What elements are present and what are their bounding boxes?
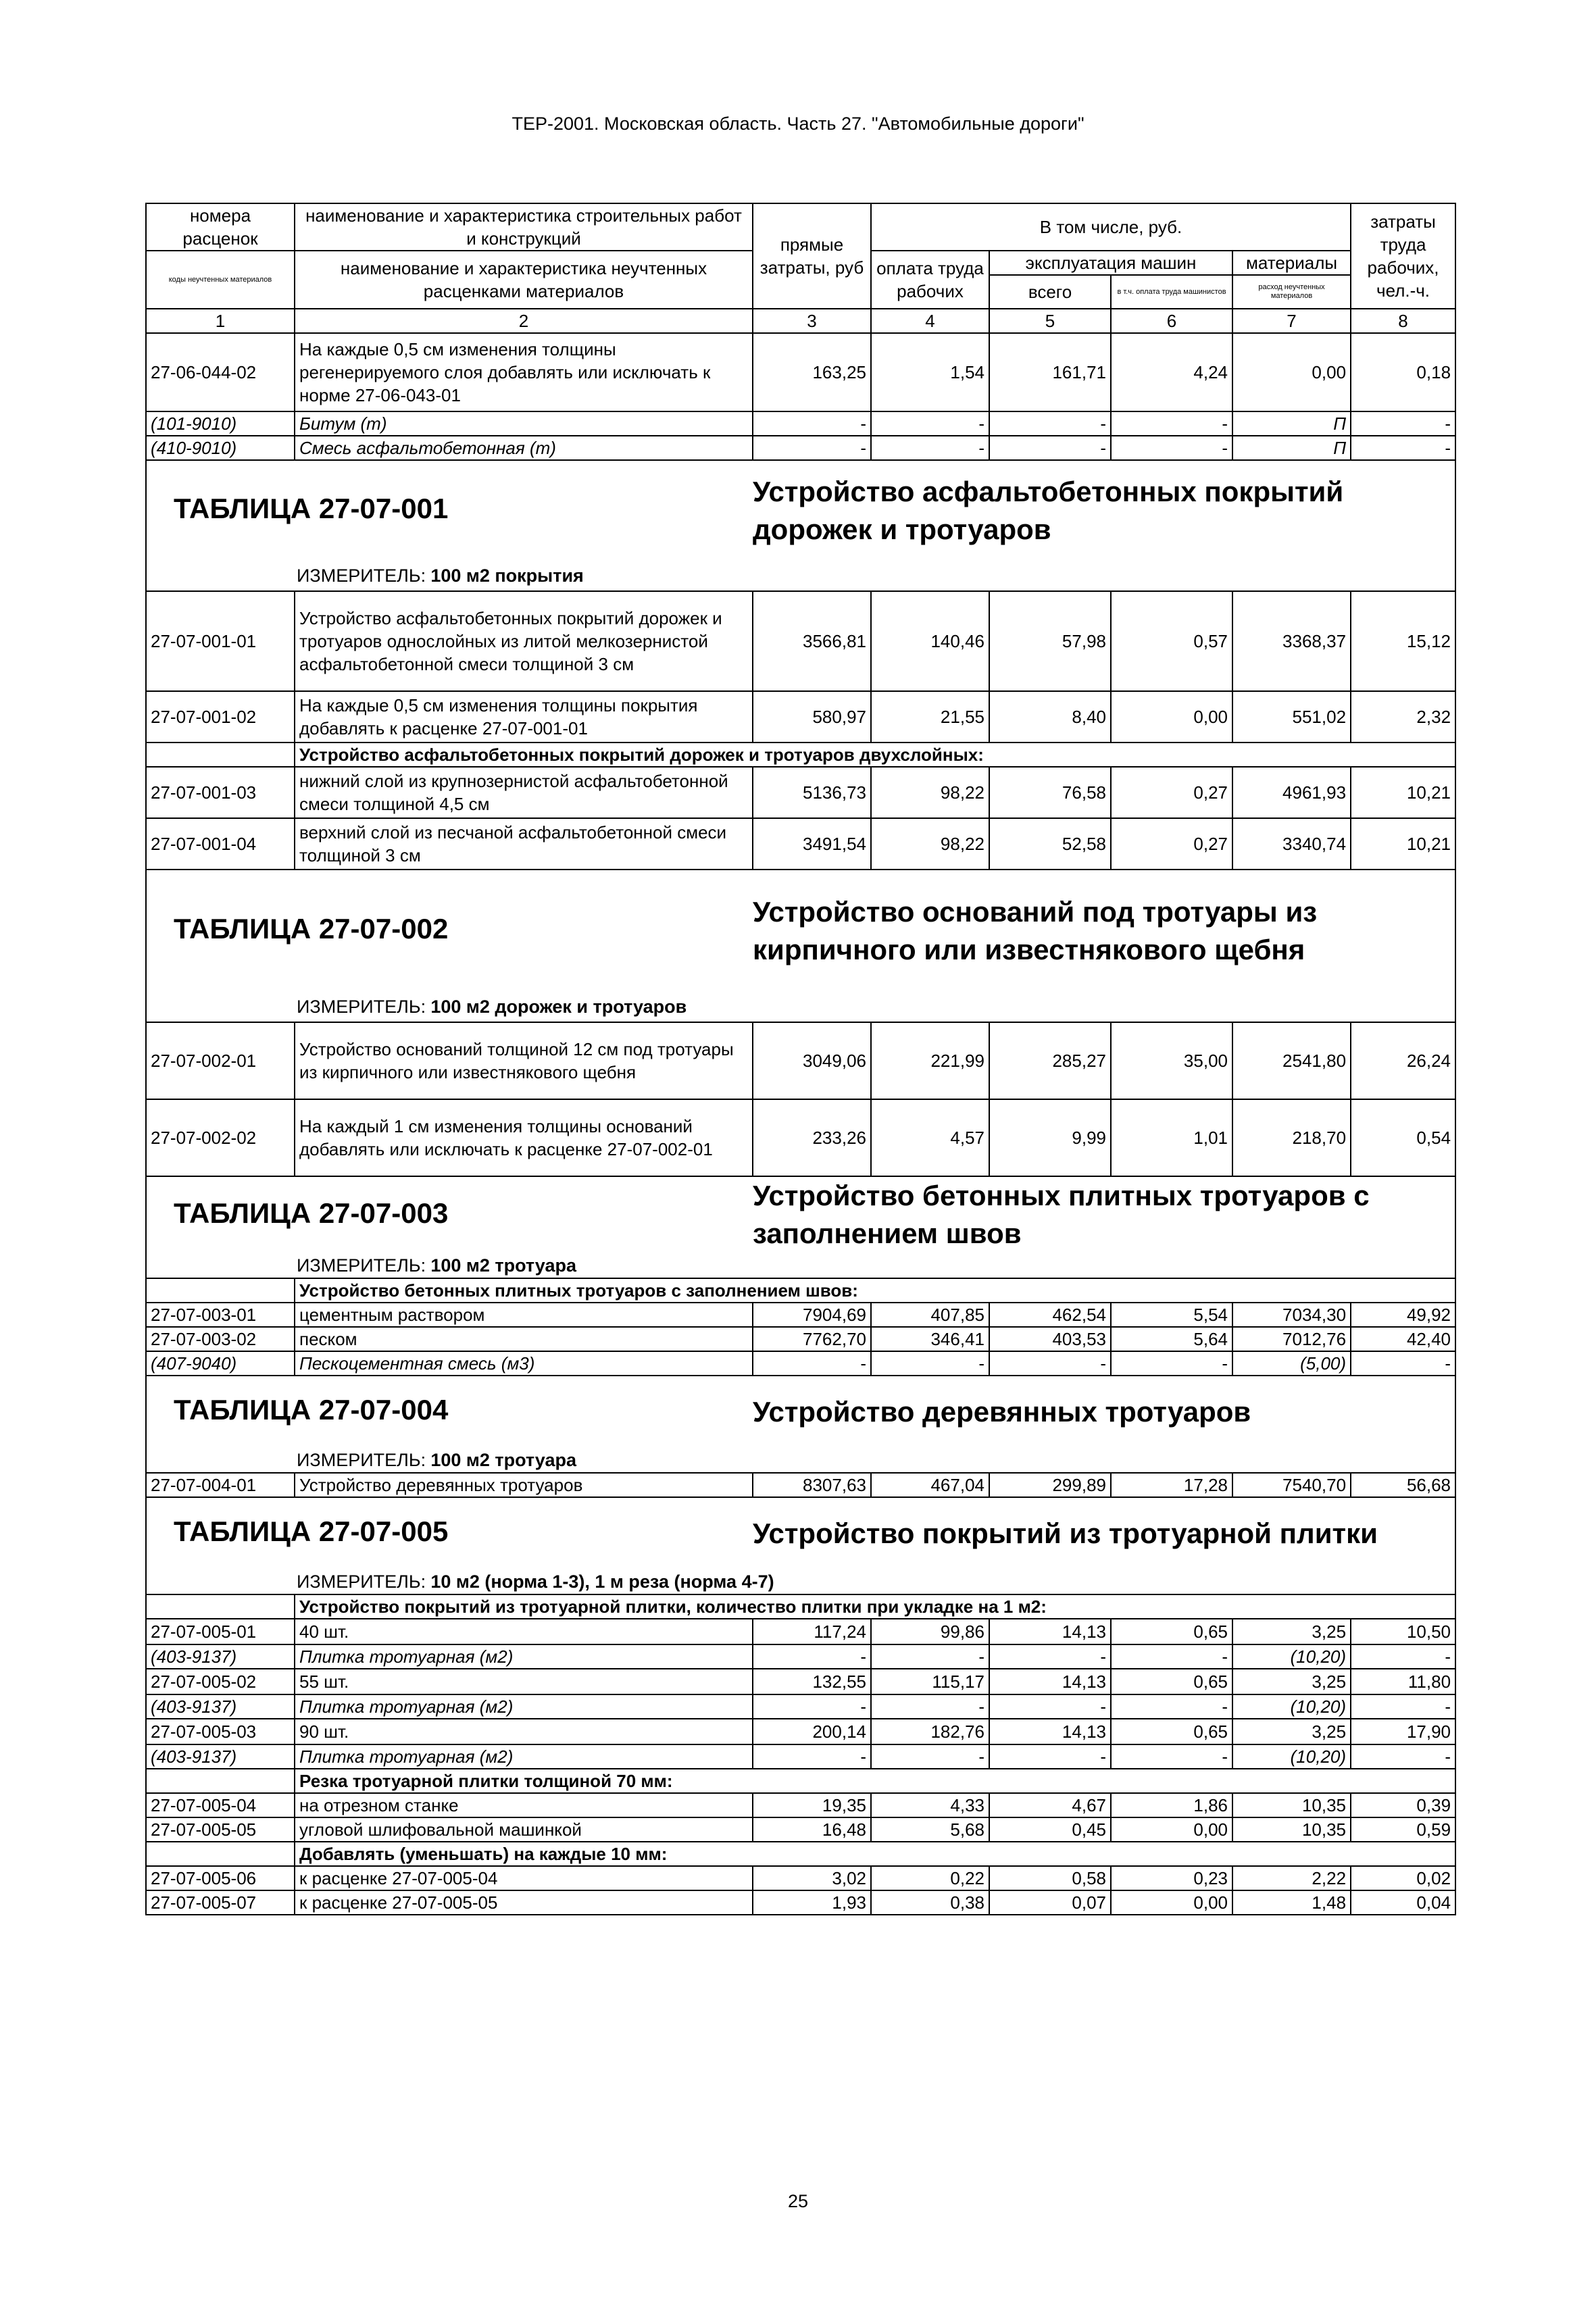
machines: -	[989, 1644, 1111, 1669]
measure-row	[146, 1253, 1455, 1278]
machine-wages: 0,23	[1111, 1866, 1232, 1890]
col-num: 4	[871, 309, 989, 333]
col-num: 8	[1351, 309, 1455, 333]
wages: 98,22	[871, 767, 989, 818]
col-code-bottom: коды неучтенных материалов	[146, 251, 295, 309]
direct-cost: -	[753, 1351, 871, 1376]
machine-wages: 35,00	[1111, 1022, 1232, 1099]
column-numbers-row	[146, 309, 1455, 333]
labor: 42,40	[1351, 1327, 1455, 1351]
rate-code: 27-07-002-02	[146, 1099, 295, 1176]
section-name: Устройство деревянных тротуаров	[753, 1395, 1251, 1428]
measure-label: ИЗМЕРИТЕЛЬ:	[297, 565, 426, 586]
materials: 4961,93	[1232, 767, 1351, 818]
section-title: ТАБЛИЦА 27-07-005	[174, 1515, 449, 1547]
table-row	[146, 1719, 1455, 1744]
group-heading: Добавлять (уменьшать) на каждые 10 мм:	[295, 1842, 1455, 1866]
machines: 9,99	[989, 1099, 1111, 1176]
direct-cost: 19,35	[753, 1793, 871, 1817]
table-row	[146, 818, 1455, 870]
machine-wages: 0,65	[1111, 1669, 1232, 1694]
direct-cost: 117,24	[753, 1619, 871, 1644]
labor: 0,02	[1351, 1866, 1455, 1890]
direct-cost: 3,02	[753, 1866, 871, 1890]
machines: 57,98	[989, 591, 1111, 691]
rate-code: 27-07-001-03	[146, 767, 295, 818]
section-title: ТАБЛИЦА 27-07-001	[174, 493, 449, 524]
machines: -	[989, 436, 1111, 460]
machine-wages: 1,01	[1111, 1099, 1232, 1176]
materials: (10,20)	[1232, 1644, 1351, 1669]
machines: -	[989, 1351, 1111, 1376]
materials: 3340,74	[1232, 818, 1351, 870]
material-code: (403-9137)	[146, 1644, 295, 1669]
table-row	[146, 411, 1455, 436]
machine-wages: 4,24	[1111, 333, 1232, 411]
wages: -	[871, 1351, 989, 1376]
group-row	[146, 1594, 1455, 1619]
group-heading: Устройство асфальтобетонных покрытий дорожек и тротуаров двухслойных:	[295, 743, 1455, 767]
table-row	[146, 1669, 1455, 1694]
group-row	[146, 1842, 1455, 1866]
wages: 4,33	[871, 1793, 989, 1817]
labor: -	[1351, 436, 1455, 460]
table-row	[146, 1303, 1455, 1327]
labor: 17,90	[1351, 1719, 1455, 1744]
wages: 0,38	[871, 1890, 989, 1915]
direct-cost: 200,14	[753, 1719, 871, 1744]
materials: 3,25	[1232, 1719, 1351, 1744]
direct-cost: -	[753, 411, 871, 436]
direct-cost: 8307,63	[753, 1473, 871, 1497]
col-materials-group: материалы	[1232, 251, 1351, 275]
direct-cost: 580,97	[753, 691, 871, 743]
page-header: ТЕР-2001. Московская область. Часть 27. "Автомобильные дороги"	[512, 114, 1084, 134]
machine-wages: -	[1111, 411, 1232, 436]
machine-wages: 0,00	[1111, 691, 1232, 743]
rate-code: 27-07-001-02	[146, 691, 295, 743]
labor: 11,80	[1351, 1669, 1455, 1694]
wages: 407,85	[871, 1303, 989, 1327]
machines: 299,89	[989, 1473, 1111, 1497]
material-name: Битум (т)	[295, 411, 753, 436]
col-num: 3	[753, 309, 871, 333]
materials: 3,25	[1232, 1619, 1351, 1644]
rate-code: 27-07-005-01	[146, 1619, 295, 1644]
materials: 10,35	[1232, 1817, 1351, 1842]
labor: 0,04	[1351, 1890, 1455, 1915]
col-num: 1	[146, 309, 295, 333]
measure-row	[146, 1447, 1455, 1473]
table-header-row-1	[146, 203, 1455, 251]
table-row	[146, 1890, 1455, 1915]
rate-name: 40 шт.	[295, 1619, 753, 1644]
col-machines-wages: в т.ч. оплата труда машинистов	[1111, 275, 1232, 309]
table-row	[146, 436, 1455, 460]
labor: 49,92	[1351, 1303, 1455, 1327]
col-direct: прямые затраты, руб	[753, 203, 871, 309]
machine-wages: -	[1111, 1744, 1232, 1769]
rate-code: 27-07-005-05	[146, 1817, 295, 1842]
labor: 2,32	[1351, 691, 1455, 743]
rate-name: 90 шт.	[295, 1719, 753, 1744]
machine-wages: -	[1111, 436, 1232, 460]
material-code: (101-9010)	[146, 411, 295, 436]
direct-cost: -	[753, 436, 871, 460]
measure-value: 100 м2 тротуара	[430, 1449, 576, 1470]
rate-name: На каждый 1 см изменения толщины оснований добавлять или исключать к расценке 27-07-002-01	[295, 1099, 753, 1176]
group-heading: Устройство покрытий из тротуарной плитки, количество плитки при укладке на 1 м2:	[295, 1594, 1455, 1619]
rate-name: на отрезном станке	[295, 1793, 753, 1817]
wages: 0,22	[871, 1866, 989, 1890]
col-materials-unaccounted: расход неучтенных материалов	[1232, 275, 1351, 309]
table-row	[146, 1744, 1455, 1769]
table-row	[146, 1817, 1455, 1842]
direct-cost: 132,55	[753, 1669, 871, 1694]
rate-name: верхний слой из песчаной асфальтобетонной смеси толщиной 3 см	[295, 818, 753, 870]
machine-wages: 0,27	[1111, 818, 1232, 870]
wages: 98,22	[871, 818, 989, 870]
materials: 3368,37	[1232, 591, 1351, 691]
col-code-top: номера расценок	[146, 203, 295, 251]
section-heading	[146, 1376, 1455, 1447]
wages: -	[871, 1744, 989, 1769]
material-name: Смесь асфальтобетонная (т)	[295, 436, 753, 460]
materials: 551,02	[1232, 691, 1351, 743]
machine-wages: 5,64	[1111, 1327, 1232, 1351]
material-code: (403-9137)	[146, 1694, 295, 1719]
rate-name: к расценке 27-07-005-05	[295, 1890, 753, 1915]
rate-name: цементным раствором	[295, 1303, 753, 1327]
col-num: 6	[1111, 309, 1232, 333]
wages: -	[871, 411, 989, 436]
col-num: 5	[989, 309, 1111, 333]
machine-wages: 0,65	[1111, 1619, 1232, 1644]
material-name: Плитка тротуарная (м2)	[295, 1694, 753, 1719]
rate-code: 27-07-004-01	[146, 1473, 295, 1497]
machines: -	[989, 411, 1111, 436]
wages: -	[871, 1694, 989, 1719]
materials: 3,25	[1232, 1669, 1351, 1694]
direct-cost: -	[753, 1694, 871, 1719]
rate-code: 27-07-005-07	[146, 1890, 295, 1915]
wages: -	[871, 1644, 989, 1669]
section-name: Устройство бетонных плитных тротуаров с заполнением швов	[753, 1180, 1370, 1249]
measure-row	[146, 560, 1455, 591]
table-row	[146, 1866, 1455, 1890]
labor: 0,59	[1351, 1817, 1455, 1842]
material-code: (407-9040)	[146, 1351, 295, 1376]
labor: 0,54	[1351, 1099, 1455, 1176]
materials: 218,70	[1232, 1099, 1351, 1176]
direct-cost: 3491,54	[753, 818, 871, 870]
direct-cost: 7904,69	[753, 1303, 871, 1327]
direct-cost: 5136,73	[753, 767, 871, 818]
materials: 7034,30	[1232, 1303, 1351, 1327]
rate-name: песком	[295, 1327, 753, 1351]
table-row	[146, 1351, 1455, 1376]
table-row	[146, 1793, 1455, 1817]
machines: 161,71	[989, 333, 1111, 411]
machine-wages: 0,65	[1111, 1719, 1232, 1744]
direct-cost: 7762,70	[753, 1327, 871, 1351]
rate-code: 27-07-003-01	[146, 1303, 295, 1327]
labor: 15,12	[1351, 591, 1455, 691]
machines: 4,67	[989, 1793, 1111, 1817]
table-row	[146, 333, 1455, 411]
rate-name: нижний слой из крупнозернистой асфальтобетонной смеси толщиной 4,5 см	[295, 767, 753, 818]
rate-name: На каждые 0,5 см изменения толщины покрытия добавлять к расценке 27-07-001-01	[295, 691, 753, 743]
material-name: Плитка тротуарная (м2)	[295, 1644, 753, 1669]
rate-name: Устройство оснований толщиной 12 см под тротуары из кирпичного или известнякового щебня	[295, 1022, 753, 1099]
machines: 0,58	[989, 1866, 1111, 1890]
rate-code: 27-07-005-06	[146, 1866, 295, 1890]
wages: 467,04	[871, 1473, 989, 1497]
group-heading: Устройство бетонных плитных тротуаров с заполнением швов:	[295, 1278, 1455, 1303]
materials: 1,48	[1232, 1890, 1351, 1915]
rate-code: 27-06-044-02	[146, 333, 295, 411]
machines: 462,54	[989, 1303, 1111, 1327]
rate-name: Устройство асфальтобетонных покрытий дорожек и тротуаров однослойных из литой мелкозернистой асфальтобетонной смеси толщиной 3 см	[295, 591, 753, 691]
machines: 8,40	[989, 691, 1111, 743]
direct-cost: -	[753, 1644, 871, 1669]
section-heading	[146, 460, 1455, 560]
materials: (5,00)	[1232, 1351, 1351, 1376]
wages: 99,86	[871, 1619, 989, 1644]
col-num: 7	[1232, 309, 1351, 333]
section-name: Устройство оснований под тротуары из кирпичного или известнякового щебня	[753, 895, 1318, 965]
table-row	[146, 1694, 1455, 1719]
rate-name: угловой шлифовальной машинкой	[295, 1817, 753, 1842]
machines: 0,45	[989, 1817, 1111, 1842]
section-heading	[146, 870, 1455, 991]
machine-wages: 0,00	[1111, 1817, 1232, 1842]
page-number: 25	[787, 2191, 809, 2211]
machine-wages: -	[1111, 1644, 1232, 1669]
machine-wages: -	[1111, 1694, 1232, 1719]
table-row	[146, 1644, 1455, 1669]
section-name: Устройство покрытий из тротуарной плитки	[753, 1517, 1378, 1549]
section-heading	[146, 1176, 1455, 1253]
materials: 7012,76	[1232, 1327, 1351, 1351]
group-row	[146, 743, 1455, 767]
direct-cost: 3566,81	[753, 591, 871, 691]
rate-name: Устройство деревянных тротуаров	[295, 1473, 753, 1497]
group-heading: Резка тротуарной плитки толщиной 70 мм:	[295, 1769, 1455, 1793]
labor: 0,39	[1351, 1793, 1455, 1817]
material-name: Плитка тротуарная (м2)	[295, 1744, 753, 1769]
table-row	[146, 1327, 1455, 1351]
measure-row	[146, 991, 1455, 1022]
machine-wages: 5,54	[1111, 1303, 1232, 1327]
section-name: Устройство асфальтобетонных покрытий дорожек и тротуаров	[753, 475, 1344, 545]
materials: 7540,70	[1232, 1473, 1351, 1497]
measure-label: ИЗМЕРИТЕЛЬ:	[297, 996, 426, 1017]
machines: 0,07	[989, 1890, 1111, 1915]
table-row	[146, 1619, 1455, 1644]
direct-cost: 233,26	[753, 1099, 871, 1176]
material-code: (410-9010)	[146, 436, 295, 460]
rate-code: 27-07-005-03	[146, 1719, 295, 1744]
machine-wages: 0,27	[1111, 767, 1232, 818]
col-name-top: наименование и характеристика строительных работ и конструкций	[295, 203, 753, 251]
section-heading	[146, 1497, 1455, 1569]
col-machines-total: всего	[989, 275, 1111, 309]
labor: -	[1351, 1351, 1455, 1376]
labor: -	[1351, 1744, 1455, 1769]
machines: 14,13	[989, 1719, 1111, 1744]
wages: 140,46	[871, 591, 989, 691]
measure-value: 100 м2 покрытия	[430, 565, 584, 586]
machines: 76,58	[989, 767, 1111, 818]
direct-cost: 3049,06	[753, 1022, 871, 1099]
measure-label: ИЗМЕРИТЕЛЬ:	[297, 1449, 426, 1470]
machine-wages: -	[1111, 1351, 1232, 1376]
machines: -	[989, 1744, 1111, 1769]
labor: 10,50	[1351, 1619, 1455, 1644]
labor: 26,24	[1351, 1022, 1455, 1099]
machines: 285,27	[989, 1022, 1111, 1099]
labor: 0,18	[1351, 333, 1455, 411]
material-code: (403-9137)	[146, 1744, 295, 1769]
measure-row	[146, 1569, 1455, 1594]
machine-wages: 1,86	[1111, 1793, 1232, 1817]
materials: 2541,80	[1232, 1022, 1351, 1099]
group-row	[146, 1769, 1455, 1793]
wages: 4,57	[871, 1099, 989, 1176]
measure-value: 10 м2 (норма 1-3), 1 м реза (норма 4-7)	[430, 1571, 774, 1592]
col-num: 2	[295, 309, 753, 333]
section-title: ТАБЛИЦА 27-07-002	[174, 913, 449, 945]
col-incl-group: В том числе, руб.	[871, 203, 1351, 251]
materials: 2,22	[1232, 1866, 1351, 1890]
measure-value: 100 м2 тротуара	[430, 1255, 576, 1276]
labor: 56,68	[1351, 1473, 1455, 1497]
wages: -	[871, 436, 989, 460]
direct-cost: 16,48	[753, 1817, 871, 1842]
wages: 115,17	[871, 1669, 989, 1694]
direct-cost: -	[753, 1744, 871, 1769]
rate-code: 27-07-001-01	[146, 591, 295, 691]
labor: -	[1351, 1694, 1455, 1719]
col-name-bottom: наименование и характеристика неучтенных расценками материалов	[295, 251, 753, 309]
materials: 0,00	[1232, 333, 1351, 411]
measure-label: ИЗМЕРИТЕЛЬ:	[297, 1255, 426, 1276]
section-title: ТАБЛИЦА 27-07-003	[174, 1197, 449, 1229]
measure-value: 100 м2 дорожек и тротуаров	[430, 996, 687, 1017]
machines: -	[989, 1694, 1111, 1719]
rate-code: 27-07-003-02	[146, 1327, 295, 1351]
col-wages: оплата труда рабочих	[871, 251, 989, 309]
wages: 182,76	[871, 1719, 989, 1744]
table-row	[146, 1473, 1455, 1497]
labor: -	[1351, 411, 1455, 436]
materials: (10,20)	[1232, 1744, 1351, 1769]
wages: 21,55	[871, 691, 989, 743]
rate-code: 27-07-005-02	[146, 1669, 295, 1694]
rate-name: На каждые 0,5 см изменения толщины регенерируемого слоя добавлять или исключать к норме 27-06-043-01	[295, 333, 753, 411]
measure-label: ИЗМЕРИТЕЛЬ:	[297, 1571, 426, 1592]
material-name: Пескоцементная смесь (м3)	[295, 1351, 753, 1376]
wages: 221,99	[871, 1022, 989, 1099]
rates-table	[145, 203, 1456, 1915]
materials: 10,35	[1232, 1793, 1351, 1817]
table-row	[146, 1022, 1455, 1099]
machines: 14,13	[989, 1619, 1111, 1644]
rate-code: 27-07-005-04	[146, 1793, 295, 1817]
labor: 10,21	[1351, 818, 1455, 870]
col-machines-group: эксплуатация машин	[989, 251, 1232, 275]
rate-name: 55 шт.	[295, 1669, 753, 1694]
wages: 1,54	[871, 333, 989, 411]
machine-wages: 17,28	[1111, 1473, 1232, 1497]
wages: 346,41	[871, 1327, 989, 1351]
materials: П	[1232, 411, 1351, 436]
table-row	[146, 1099, 1455, 1176]
rate-name: к расценке 27-07-005-04	[295, 1866, 753, 1890]
direct-cost: 1,93	[753, 1890, 871, 1915]
materials: (10,20)	[1232, 1694, 1351, 1719]
table-row	[146, 767, 1455, 818]
wages: 5,68	[871, 1817, 989, 1842]
col-labor: затраты труда рабочих, чел.-ч.	[1351, 203, 1455, 309]
table-row	[146, 691, 1455, 743]
materials: П	[1232, 436, 1351, 460]
machines: 14,13	[989, 1669, 1111, 1694]
machine-wages: 0,00	[1111, 1890, 1232, 1915]
rate-code: 27-07-001-04	[146, 818, 295, 870]
direct-cost: 163,25	[753, 333, 871, 411]
table-row	[146, 591, 1455, 691]
group-row	[146, 1278, 1455, 1303]
machines: 52,58	[989, 818, 1111, 870]
machines: 403,53	[989, 1327, 1111, 1351]
labor: 10,21	[1351, 767, 1455, 818]
labor: -	[1351, 1644, 1455, 1669]
section-title: ТАБЛИЦА 27-07-004	[174, 1394, 449, 1426]
machine-wages: 0,57	[1111, 591, 1232, 691]
rate-code: 27-07-002-01	[146, 1022, 295, 1099]
